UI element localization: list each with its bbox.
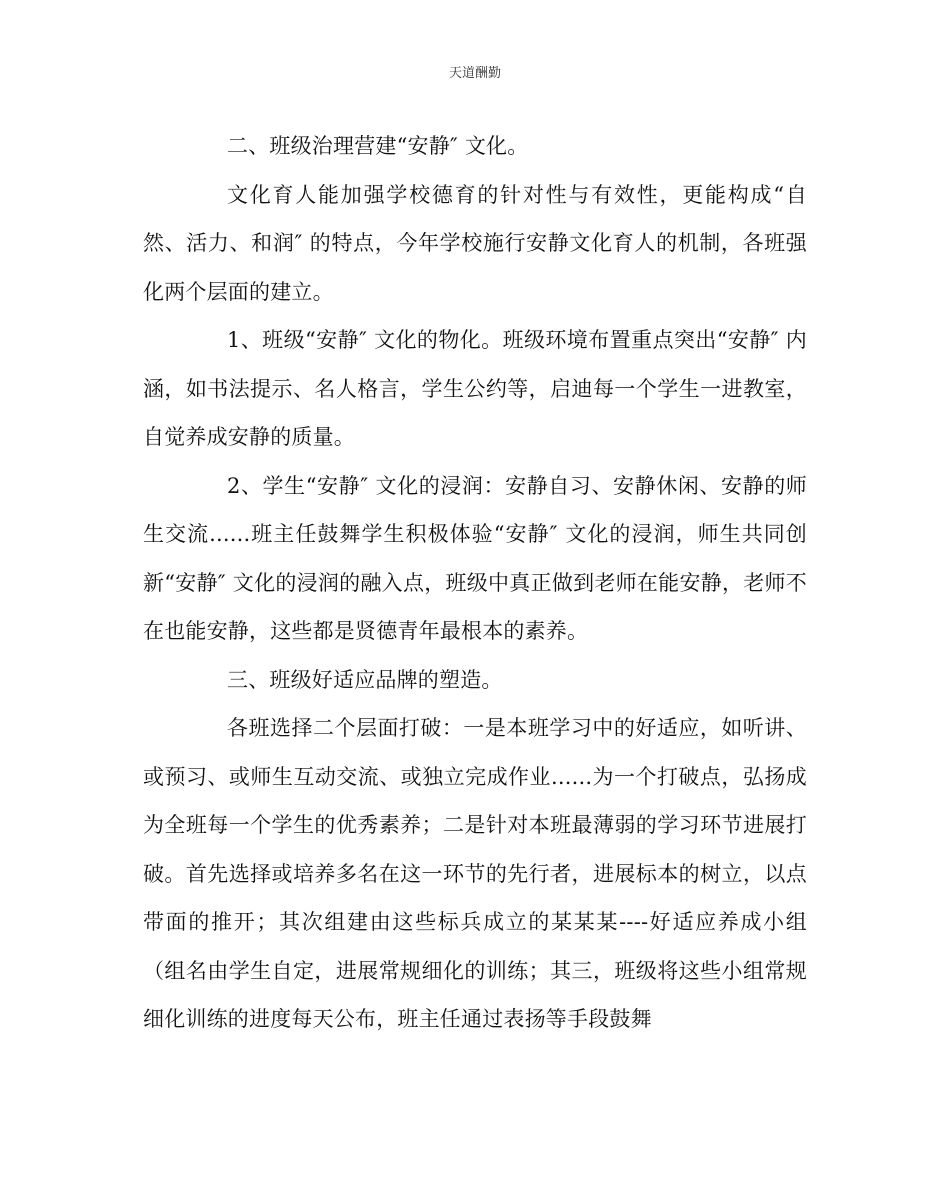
section-heading-two: 二、班级治理营建“安静″ 文化。 bbox=[227, 134, 529, 158]
paragraph-culture-education: 文化育人能加强学校德育的针对性与有效性，更能构成“自然、活力、和润″ 的特点，今年学校施行安静文化育人的机制，各班强化两个层面的建立。 bbox=[143, 182, 807, 304]
paragraph-student-immersion: 2、学生“安静″ 文化的浸润：安静自习、安静休闲、安静的师生交流......班主任鼓舞学生积极体验“安静″ 文化的浸润，师生共同创新“安静″ 文化的浸润的融入点，班级中真正做到老师在能安静，老师不在也能安静，这些都是贤德青年最根本的素养。 bbox=[143, 473, 807, 643]
section-heading-three: 三、班级好适应品牌的塑造。 bbox=[227, 667, 503, 692]
page-header: 天道酬勤 bbox=[448, 66, 501, 81]
paragraph-class-materialization: 1、班级“安静″ 文化的物化。班级环境布置重点突出“安静″ 内涵，如书法提示、名人格言，学生公约等，启迪每一个学生一进教室，自觉养成安静的质量。 bbox=[143, 328, 807, 449]
document-body bbox=[143, 122, 807, 1044]
paragraph-breakthrough: 各班选择二个层面打破：一是本班学习中的好适应，如听讲、或预习、或师生互动交流、或独立完成作业......为一个打破点，弘扬成为全班每一个学生的优秀素养；二是针对本班最薄弱的学习环节进展打破。首先选择或培养多名在这一环节的先行者，进展标本的树立，以点带面的推开；其次组建由这些标兵成立的某某某----好适应养成小组（组名由学生自定，进展常规细化的训练；其三，班级将这些小组常规细化训练的进度每天公布，班主任通过表扬等手段鼓舞 bbox=[143, 716, 807, 1031]
